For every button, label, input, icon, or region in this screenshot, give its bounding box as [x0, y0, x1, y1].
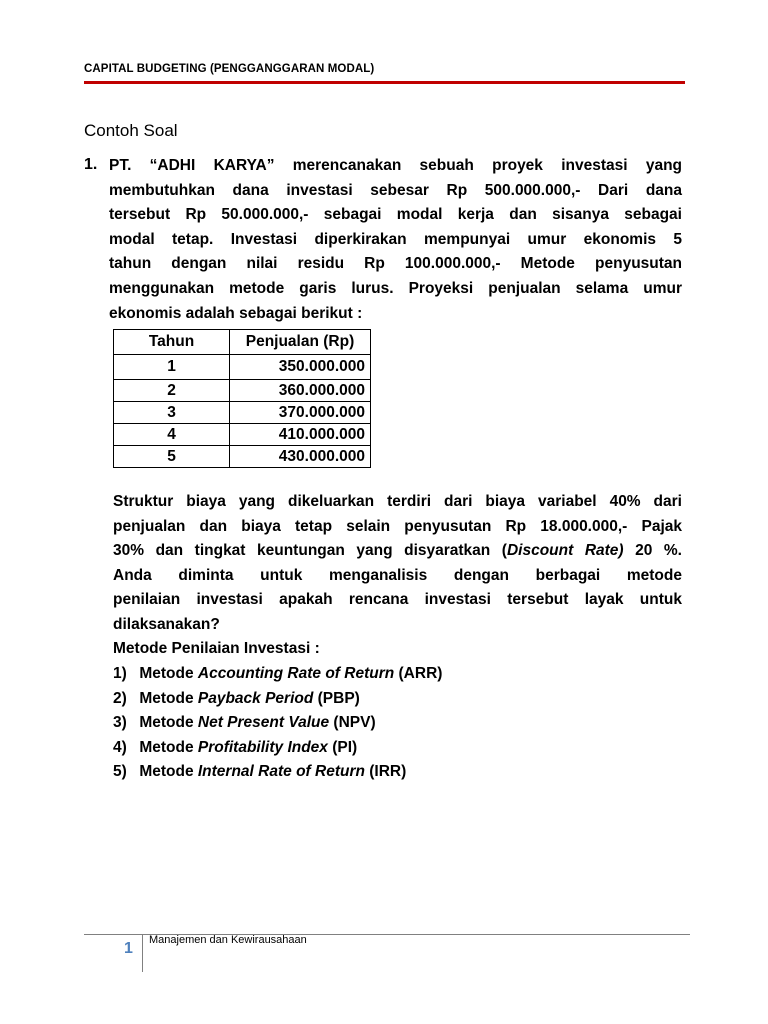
list-item-number: 1) [113, 665, 127, 682]
discount-rate-term: Discount Rate) [506, 542, 624, 560]
list-item-term: Accounting Rate of Return [197, 665, 395, 682]
list-item-term: Payback Period [197, 689, 314, 707]
list-item-term: Profitability Index [197, 738, 328, 756]
paragraph-line: Struktur biaya yang dikeluarkan terdiri dari biaya variabel 40% dari [113, 493, 682, 510]
table-cell-sales: 370.000.000 [230, 402, 371, 424]
question-line: menggunakan metode garis lurus. Proyeksi penjualan selama umur [109, 279, 682, 297]
paragraph-line: penjualan dan biaya tetap selain penyusutan Rp 18.000.000,- Pajak [113, 517, 682, 535]
list-item-number: 2) [113, 689, 127, 707]
list-item-text: Metode [139, 738, 198, 756]
list-item-abbr: (NPV) [329, 714, 376, 732]
list-item-number: 5) [113, 763, 127, 781]
list-item-abbr: (IRR) [364, 763, 407, 781]
table-cell-sales: 360.000.000 [230, 380, 371, 402]
footer-text: Manajemen dan Kewirausahaan [149, 934, 307, 946]
list-item-abbr: (ARR) [394, 665, 443, 682]
table-cell-sales: 350.000.000 [230, 355, 371, 380]
paragraph-text: 20 %. [623, 542, 682, 560]
question-line: modal tetap. Investasi diperkirakan mempunyai umur ekonomis 5 [109, 230, 682, 248]
paragraph-line [113, 539, 682, 564]
table-row [114, 402, 371, 424]
paragraph-line: penilaian investasi apakah rencana investasi tersebut layak untuk [113, 591, 682, 609]
header-title: CAPITAL BUDGETING (PENGGANGGARAN MODAL) [84, 63, 375, 75]
methods-list [113, 662, 442, 785]
table-header-year: Tahun [114, 330, 230, 355]
list-item [113, 662, 442, 687]
list-item-term: Net Present Value [197, 714, 330, 732]
question-line: ekonomis adalah sebagai berikut : [109, 304, 363, 322]
table-cell-sales: 430.000.000 [230, 446, 371, 468]
table-cell-year: 3 [114, 402, 230, 424]
list-item-term: Internal Rate of Return [197, 763, 365, 781]
methods-title: Metode Penilaian Investasi : [113, 640, 320, 657]
question-line: PT. “ADHI KARYA” merencanakan sebuah proyek investasi yang [109, 157, 682, 174]
table-row [114, 446, 371, 468]
table-row [114, 424, 371, 446]
header-rule [84, 81, 685, 84]
table-cell-sales: 410.000.000 [230, 424, 371, 446]
list-item [113, 736, 442, 761]
list-item [113, 760, 442, 785]
table-cell-year: 2 [114, 380, 230, 402]
question-line: tahun dengan nilai residu Rp 100.000.000,- Metode penyusutan [109, 255, 682, 273]
question-line: tersebut Rp 50.000.000,- sebagai modal kerja dan sisanya sebagai [109, 206, 682, 224]
paragraph-line: Anda diminta untuk menganalisis dengan berbagai metode [113, 566, 682, 584]
list-item-text: Metode [139, 763, 198, 781]
list-item-number: 3) [113, 714, 127, 732]
list-item-number: 4) [113, 738, 127, 756]
list-item-abbr: (PBP) [313, 689, 360, 707]
list-item-text: Metode [139, 714, 198, 732]
page-number: 1 [124, 940, 133, 957]
table-row [114, 380, 371, 402]
list-item [113, 711, 442, 736]
table-row [114, 355, 371, 380]
list-item-text: Metode [139, 665, 198, 682]
table-cell-year: 4 [114, 424, 230, 446]
cost-structure-paragraph [113, 490, 682, 638]
table-cell-year: 1 [114, 355, 230, 380]
paragraph-text: 30% dan tingkat keuntungan yang disyaratkan ( [113, 542, 507, 560]
list-item-text: Metode [139, 689, 198, 707]
list-item-abbr: (PI) [327, 738, 358, 756]
table-cell-year: 5 [114, 446, 230, 468]
sales-table [113, 329, 371, 468]
paragraph-line: dilaksanakan? [113, 615, 220, 633]
table-header-row [114, 330, 371, 355]
question-line: membutuhkan dana investasi sebesar Rp 500.000.000,- Dari dana [109, 181, 682, 199]
list-item [113, 687, 442, 712]
question-number: 1. [84, 156, 98, 173]
section-title: Contoh Soal [84, 121, 178, 140]
question-text [109, 154, 682, 326]
table-header-sales: Penjualan (Rp) [230, 330, 371, 355]
footer-divider [142, 934, 143, 972]
